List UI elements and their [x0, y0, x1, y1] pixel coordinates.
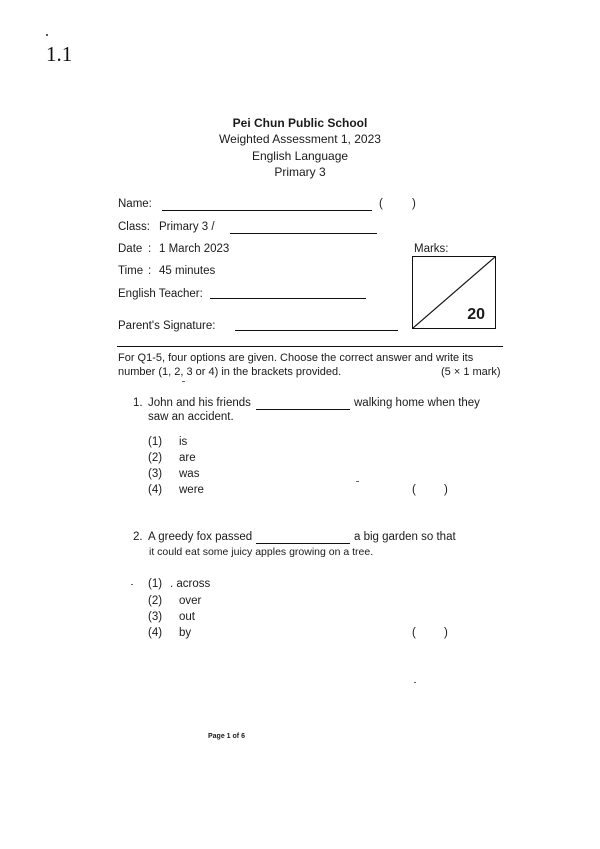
time-value: 45 minutes: [159, 265, 216, 277]
question-1-answer-bracket-open: (: [412, 484, 416, 496]
question-1-blank: [256, 409, 350, 410]
question-2-option-2-number: (2): [148, 595, 163, 607]
question-2-option-1-text: . across: [170, 578, 211, 590]
marks-label: Marks:: [414, 243, 449, 255]
question-1-text-line-2: saw an accident.: [148, 411, 234, 423]
question-2-option-2-text: over: [179, 595, 202, 607]
marks-total: 20: [467, 306, 485, 323]
scan-speck: [356, 481, 359, 482]
date-separator: :: [148, 243, 152, 255]
question-2-text-line-2: it could eat some juicy apples growing on a tree.: [149, 546, 374, 558]
question-1-text-start: John and his friends: [148, 397, 251, 409]
signature-field[interactable]: [235, 330, 398, 331]
question-1-number: 1.: [133, 397, 143, 409]
date-value: 1 March 2023: [159, 243, 230, 255]
scan-speck: [414, 682, 416, 683]
class-value: Primary 3 /: [159, 221, 215, 233]
level-title: Primary 3: [274, 165, 326, 179]
teacher-label: English Teacher:: [118, 288, 203, 300]
question-1-option-4-number: (4): [148, 484, 163, 496]
time-separator: :: [148, 265, 152, 277]
instructions-line-2: number (1, 2, 3 or 4) in the brackets provided.: [118, 366, 342, 378]
question-1-option-4-text: were: [179, 484, 204, 496]
question-2-option-4-number: (4): [148, 627, 163, 639]
section-number: 1.1: [46, 42, 73, 66]
name-field[interactable]: [162, 210, 372, 211]
assessment-title: Weighted Assessment 1, 2023: [219, 132, 381, 146]
instructions-marks: (5 × 1 mark): [441, 366, 501, 378]
question-1-option-3-number: (3): [148, 468, 163, 480]
question-1-text-end: walking home when they: [354, 397, 480, 409]
scan-speck: [182, 381, 185, 382]
question-1-option-2-text: are: [179, 452, 196, 464]
date-label: Date: [118, 243, 143, 255]
signature-label: Parent's Signature:: [118, 320, 216, 332]
question-1-option-2-number: (2): [148, 452, 163, 464]
class-field[interactable]: [230, 233, 377, 234]
question-2-number: 2.: [133, 531, 143, 543]
class-label: Class:: [118, 221, 150, 233]
question-2-text-end: a big garden so that: [354, 531, 456, 543]
instructions-line-1: For Q1-5, four options are given. Choose the correct answer and write its: [118, 352, 474, 364]
scan-speck: [131, 584, 133, 585]
section-divider: [117, 346, 503, 347]
school-name: Pei Chun Public School: [232, 116, 368, 130]
question-1-option-1-text: is: [179, 436, 188, 448]
register-bracket-close: ): [412, 198, 416, 210]
question-2-text-start: A greedy fox passed: [148, 531, 253, 543]
question-2-option-4-text: by: [179, 627, 192, 639]
register-bracket-open: (: [379, 198, 383, 210]
question-1-option-1-number: (1): [148, 436, 163, 448]
question-2-option-3-text: out: [179, 611, 195, 623]
question-2-answer-bracket-open: (: [412, 627, 416, 639]
time-label: Time: [118, 265, 144, 277]
teacher-field[interactable]: [210, 298, 366, 299]
marks-box: [412, 256, 496, 329]
page-number: Page 1 of 6: [208, 733, 245, 740]
scan-speck: [46, 34, 48, 36]
question-2-blank: [256, 543, 350, 544]
question-2-option-1-number: (1): [148, 578, 163, 590]
question-2-answer-bracket-close: ): [444, 627, 448, 639]
question-1-answer-bracket-close: ): [444, 484, 448, 496]
name-label: Name:: [118, 198, 152, 210]
question-1-option-3-text: was: [179, 468, 200, 480]
subject-title: English Language: [251, 149, 349, 163]
question-2-option-3-number: (3): [148, 611, 163, 623]
